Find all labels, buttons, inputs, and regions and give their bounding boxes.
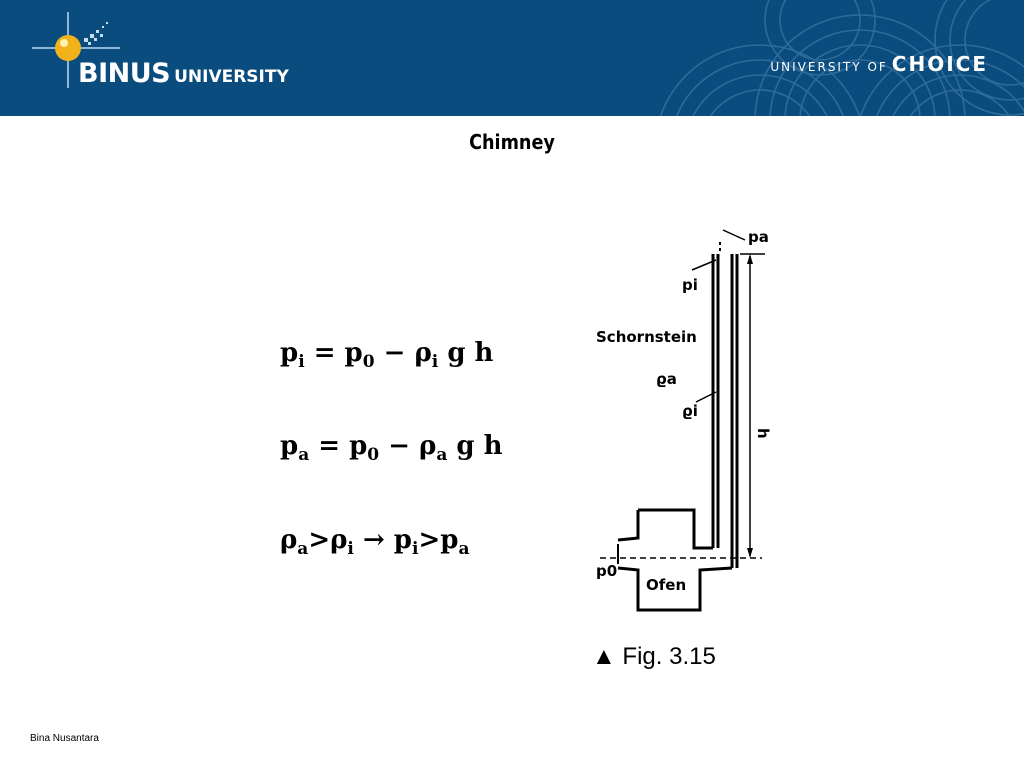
label-pa: pa [748,228,769,246]
figure-caption [592,643,716,671]
tagline-lead: UNIVERSITY OF [770,60,888,74]
formula-pi: $p_i = p_0 - \rho_i$ g h [280,338,494,373]
logo-university-text: UNIVERSITY [174,67,289,87]
tagline-choice: CHOICE [891,52,988,76]
label-pi: pi [682,276,698,294]
slide-title: Chimney [469,130,555,154]
formula-inequality: $\rho_a>\rho_i \to p_i>p_a$ [280,525,470,560]
chimney-diagram [590,218,810,618]
footer-text: Bina Nusantara [30,733,99,744]
figure-caption-text: ▲ Fig. 3.15 [592,643,716,670]
formula-pa: $p_a = p_0 - \rho_a$ g h [280,431,503,466]
logo-wordmark [78,58,289,89]
logo-binus-text: BINUS [78,58,171,89]
label-rho-a: ϱa [656,370,677,388]
label-schornstein: Schornstein [596,328,697,346]
tagline [770,52,988,76]
label-p0: p0 [596,562,618,580]
label-rho-i: ϱi [682,402,698,420]
header-banner [0,0,1024,116]
label-ofen: Ofen [646,576,687,594]
label-h: h [754,428,772,439]
